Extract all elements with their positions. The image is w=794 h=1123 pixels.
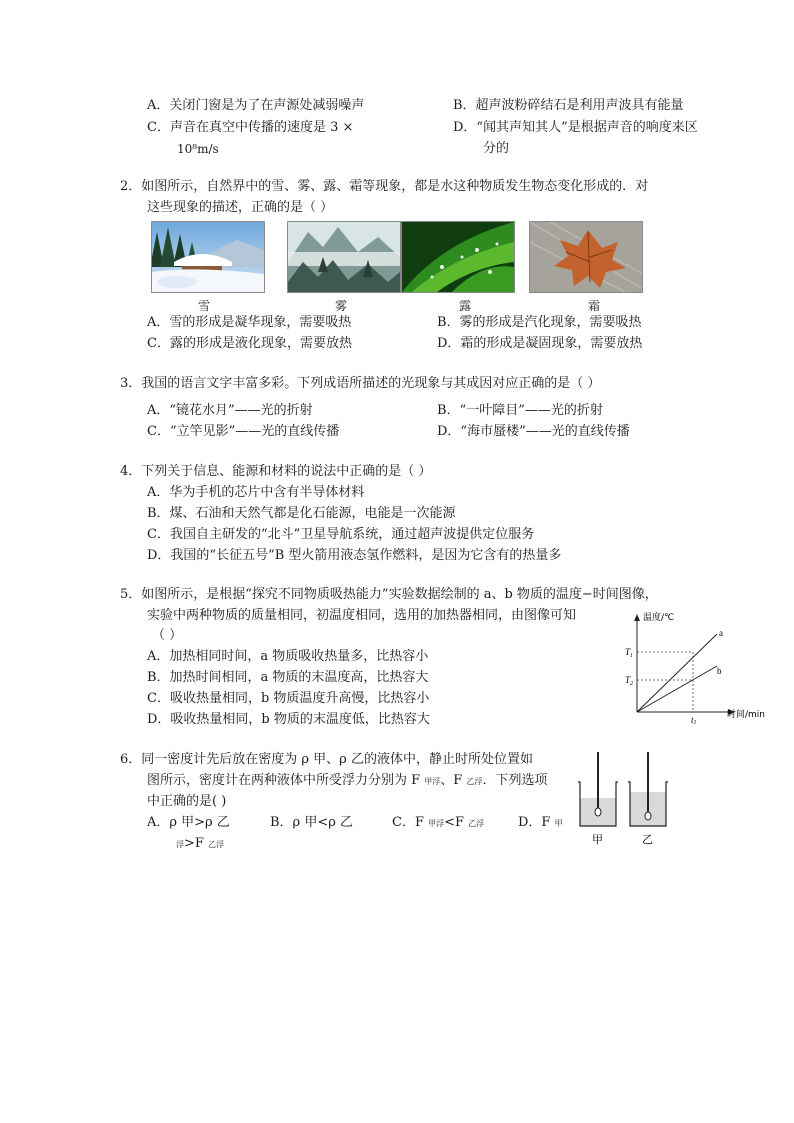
q6-option-d <box>518 814 563 833</box>
caption-frost: 霜 <box>588 299 601 313</box>
x-axis-label: 时间/min <box>727 710 766 720</box>
dew-photo <box>401 221 515 293</box>
caption-dew: 露 <box>459 299 472 313</box>
q6-optc-mid: <F <box>444 815 469 830</box>
q2-option-d: D．霜的形成是凝固现象，需要放热 <box>437 336 643 351</box>
y-axis-arrow <box>634 614 640 621</box>
hydrometer-beakers <box>574 750 674 848</box>
q6-optc-sub1: 甲浮 <box>428 819 445 828</box>
q5-option-a: A．加热相同时间，a 物质吸收热量多，比热容小 <box>147 649 429 664</box>
beaker-label-yi: 乙 <box>642 833 653 846</box>
q2-option-a: A．雪的形成是凝华现象，需要吸热 <box>147 315 352 330</box>
q5-option-d: D．吸收热量相同，b 物质的末温度低，比热容大 <box>147 712 430 727</box>
q4-option-a: A．华为手机的芯片中含有半导体材料 <box>147 485 365 500</box>
q6-stem2-sub2: 乙浮 <box>466 777 483 786</box>
q2-stem-line1: 2．如图所示，自然界中的雪、雾、露、霜等现象，都是水这种物质发生物态变化形成的．对 <box>120 179 649 194</box>
line-b-label: b <box>717 666 722 676</box>
q3-option-d: D．“海市蜃楼”——光的直线传播 <box>437 424 630 439</box>
q4-option-c: C．我国自主研发的“北斗”卫星导航系统，通过超声波提供定位服务 <box>147 527 535 542</box>
q6-stem2-mid: 、F <box>440 773 467 788</box>
q3-option-a: A．“镜花水月”——光的折射 <box>147 403 313 418</box>
q6-option-b: B．ρ 甲<ρ 乙 <box>270 815 353 830</box>
temperature-time-graph <box>615 606 775 724</box>
q6-stem2-post: ．下列选项 <box>482 773 548 788</box>
q2-option-c: C．露的形成是液化现象，需要放热 <box>147 336 352 351</box>
q1-option-d: D．“闻其声知其人”是根据声音的响度来区 <box>453 120 698 135</box>
caption-fog: 雾 <box>335 299 348 313</box>
q1-option-a: A．关闭门窗是为了在声源处减弱噪声 <box>147 98 365 113</box>
q6-option-c <box>392 814 484 833</box>
q1-option-b: B．超声波粉碎结石是利用声波具有能量 <box>453 98 684 113</box>
snow-photo <box>151 221 265 293</box>
q6-stem-line2 <box>147 772 547 791</box>
q5-stem-line1: 5．如图所示，是根据“探究不同物质吸热能力”实验数据绘制的 a、b 物质的温度−时间图像， <box>120 587 658 602</box>
q4-option-b: B．煤、石油和天然气都是化石能源，电能是一次能源 <box>147 506 456 521</box>
q5-option-c: C．吸收热量相同，b 物质温度升高慢，比热容小 <box>147 691 430 706</box>
q6-option-a: A．ρ 甲>ρ 乙 <box>147 815 230 830</box>
q2-option-b: B．雾的形成是汽化现象，需要吸热 <box>437 315 642 330</box>
q6-optc-sub2: 乙浮 <box>468 819 485 828</box>
q6-optc-pre: C．F <box>392 815 429 830</box>
q3-option-c: C．“立竿见影”——光的直线传播 <box>147 424 340 439</box>
hydrometer-yi-bulb <box>645 812 651 820</box>
q2-stem-line2: 这些现象的描述，正确的是（ ） <box>147 200 334 215</box>
q4-option-d: D．我国的“长征五号”B 型火箭用液态氢作燃料，是因为它含有的热量多 <box>147 548 562 563</box>
frost-photo <box>529 221 643 293</box>
line-a-label: a <box>719 628 723 638</box>
fog-photo <box>287 221 401 293</box>
q1-option-c-cont: 10⁸m/s <box>177 142 219 156</box>
t2-label: $T_2$ <box>625 675 634 687</box>
q6-stem2-pre: 图所示，密度计在两种液体中所受浮力分别为 F <box>147 773 425 788</box>
q4-stem: 4．下列关于信息、能源和材料的说法中正确的是（ ） <box>120 464 432 479</box>
q6-optd-sub1: 甲 <box>554 819 563 828</box>
q3-option-b: B．“一叶障目”——光的折射 <box>437 403 603 418</box>
q1-option-c: C．声音在真空中传播的速度是 3 × <box>147 120 354 135</box>
q6-stem-line1: 6．同一密度计先后放在密度为 ρ 甲、ρ 乙的液体中，静止时所处位置如 <box>120 752 533 767</box>
q6-optd-cont-mid: >F <box>184 836 209 851</box>
q5-stem-line2: 实验中两种物质的质量相同，初温度相同，选用的加热器相同，由图像可知 <box>147 608 577 623</box>
q5-stem-line3: （ ） <box>152 628 183 643</box>
q6-optd-cont-sub: 浮 <box>176 840 184 849</box>
hydrometer-jia-bulb <box>595 808 601 816</box>
beaker-label-jia: 甲 <box>592 833 603 846</box>
q5-option-b: B．加热时间相同，a 物质的末温度高，比热容大 <box>147 670 429 685</box>
q6-stem-line3: 中正确的是( ) <box>147 794 227 809</box>
q6-optd-pre: D．F <box>518 815 555 830</box>
q6-stem2-sub1: 甲浮 <box>424 777 441 786</box>
t1-label: $T_1$ <box>625 647 634 659</box>
q6-optd-cont-sub2: 乙浮 <box>208 840 225 849</box>
q6-option-d-cont <box>176 835 224 854</box>
y-axis-label: 温度/℃ <box>643 613 675 623</box>
q1-option-d-cont: 分的 <box>483 141 510 156</box>
caption-snow: 雪 <box>198 299 211 313</box>
x1-label: t1 <box>691 715 697 724</box>
q3-stem: 3．我国的语言文字丰富多彩。下列成语所描述的光现象与其成因对应正确的是（ ） <box>120 376 601 391</box>
